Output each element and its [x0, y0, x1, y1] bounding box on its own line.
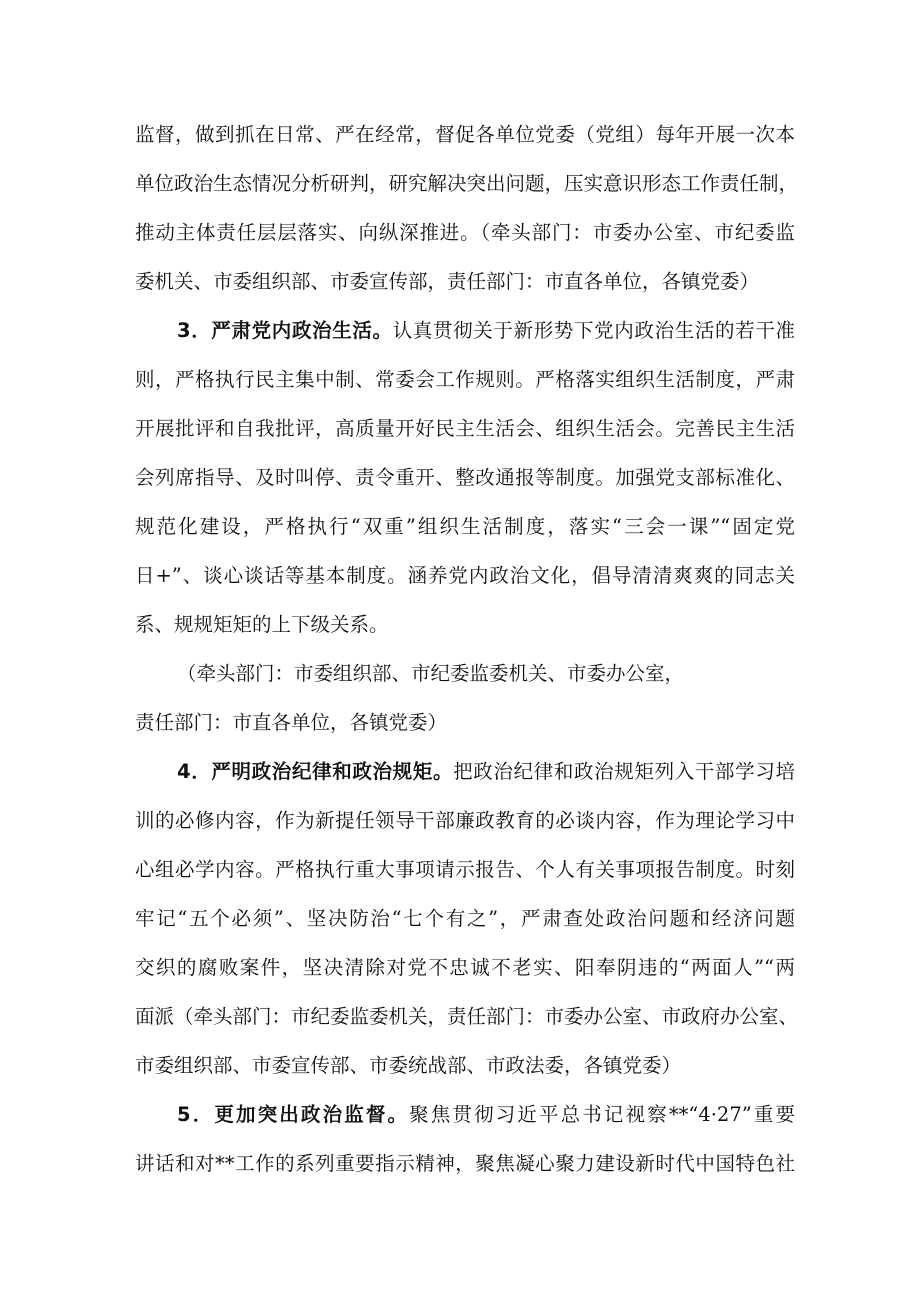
text-line: 面派（牵头部门：市纪委监委机关，责任部门：市委办公室、市政府办公室、 — [135, 1005, 799, 1028]
text-line: 监督，做到抓在日常、严在经常，督促各单位党委（党组）每年开展一次本 — [135, 123, 795, 146]
text-line: 牢记“五个必须”、坚决防治“七个有之”，严肃查处政治问题和经济问题 — [135, 907, 795, 930]
text-line: 则，严格执行民主集中制、常委会工作规则。严格落实组织生活制度，严肃 — [135, 368, 795, 391]
text-line: 交织的腐败案件，坚决清除对党不忠诚不老实、阳奉阴违的“两面人”“两 — [135, 956, 795, 979]
responsibility-note: 责任部门：市直各单位，各镇党委） — [135, 711, 448, 734]
paragraph-4-first-line — [177, 758, 795, 786]
text-line: 委机关、市委组织部、市委宣传部，责任部门：市直各单位，各镇党委） — [135, 270, 760, 293]
text-line: 会列席指导、及时叫停、责令重开、整改通报等制度。加强党支部标准化、 — [135, 466, 795, 489]
text-line: 开展批评和自我批评，高质量开好民主生活会、组织生活会。完善民主生活 — [135, 417, 795, 440]
paragraph-5-first-line — [177, 1101, 795, 1129]
text-line: 日+”、谈心谈话等基本制度。涵养党内政治文化，倡导清清爽爽的同志关 — [135, 564, 795, 587]
text-line: 规范化建设，严格执行“双重”组织生活制度，落实“三会一课”“固定党 — [135, 515, 795, 538]
text-line: 单位政治生态情况分析研判，研究解决突出问题，压实意识形态工作责任制， — [135, 172, 799, 195]
text-span: 把政治纪律和政治规矩列入干部学习培 — [453, 760, 795, 783]
paragraph-3-first-line — [177, 317, 795, 345]
responsibility-note: （牵头部门：市委组织部、市纪委监委机关、市委办公室， — [177, 662, 685, 685]
text-line: 心组必学内容。严格执行重大事项请示报告、个人有关事项报告制度。时刻 — [135, 858, 795, 881]
text-line: 推动主体责任层层落实、向纵深推进。（牵头部门：市委办公室、市纪委监 — [135, 221, 795, 244]
section-heading-3: 3．严肃党内政治生活。 — [177, 319, 393, 342]
text-span: 认真贯彻关于新形势下党内政治生活的若干准 — [392, 319, 795, 342]
text-span: 聚焦贯彻习近平总书记视察**“4·27”重要 — [409, 1103, 795, 1126]
section-heading-4: 4．严明政治纪律和政治规矩。 — [177, 760, 454, 783]
section-heading-5: 5．更加突出政治监督。 — [177, 1103, 410, 1126]
text-line: 系、规规矩矩的上下级关系。 — [135, 613, 389, 636]
text-line: 市委组织部、市委宣传部、市委统战部、市政法委，各镇党委） — [135, 1054, 682, 1077]
text-line: 训的必修内容，作为新提任领导干部廉政教育的必谈内容，作为理论学习中 — [135, 809, 795, 832]
text-line: 讲话和对**工作的系列重要指示精神，聚焦凝心聚力建设新时代中国特色社 — [135, 1152, 795, 1175]
